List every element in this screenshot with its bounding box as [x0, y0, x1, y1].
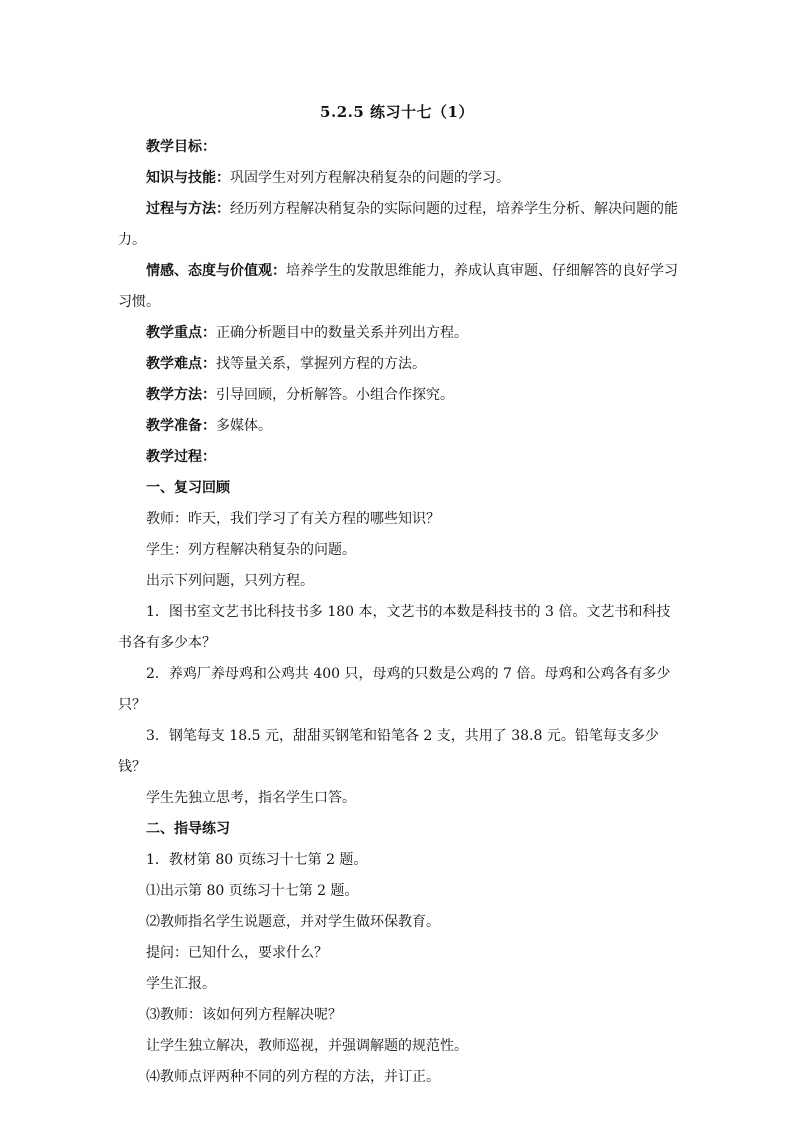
- key-label: 教学重点：: [146, 325, 216, 341]
- emotion-label: 情感、态度与价值观：: [146, 263, 286, 279]
- knowledge-text: 巩固学生对列方程解决稍复杂的问题的学习。: [230, 170, 510, 186]
- s1-line: 3．钢笔每支 18.5 元，甜甜买钢笔和铅笔各 2 支，共用了 38.8 元。铅笔每支多少钱？: [118, 728, 659, 775]
- process-label: 过程与方法：: [146, 201, 230, 217]
- s1-line: 学生先独立思考，指名学生口答。: [146, 790, 356, 806]
- s2-line: 1．教材第 80 页练习十七第 2 题。: [146, 852, 368, 868]
- emotion-paragraph: [118, 256, 678, 318]
- s2-line: ⑵教师指名学生说题意，并对学生做环保教育。: [146, 914, 440, 930]
- lesson-content: [118, 132, 678, 1093]
- section-1-heading: 一、复习回顾: [146, 480, 230, 496]
- s1-line: 教师：昨天，我们学习了有关方程的哪些知识？: [146, 511, 440, 527]
- s2-line: 提问：已知什么，要求什么？: [146, 945, 328, 961]
- s2-line: ⑷教师点评两种不同的列方程的方法，并订正。: [146, 1069, 440, 1085]
- s2-line: 让学生独立解决，教师巡视，并强调解题的规范性。: [146, 1038, 468, 1054]
- difficulty-paragraph: [118, 349, 678, 380]
- process-paragraph: [118, 194, 678, 256]
- method-paragraph: [118, 380, 678, 411]
- knowledge-paragraph: [118, 163, 678, 194]
- s2-line: ⑶教师：该如何列方程解决呢？: [146, 1007, 342, 1023]
- key-text: 正确分析题目中的数量关系并列出方程。: [216, 325, 468, 341]
- s2-line: ⑴出示第 80 页练习十七第 2 题。: [146, 883, 359, 899]
- knowledge-label: 知识与技能：: [146, 170, 230, 186]
- page-title: 5.2.5 练习十七（1）: [320, 103, 474, 121]
- difficulty-label: 教学难点：: [146, 356, 216, 372]
- s1-line: 出示下列问题，只列方程。: [146, 573, 314, 589]
- prep-label: 教学准备：: [146, 418, 216, 434]
- section-2-lines: [118, 845, 678, 1093]
- s1-line: 1．图书室文艺书比科技书多 180 本，文艺书的本数是科技书的 3 倍。文艺书和科技书各有多少本？: [118, 604, 671, 651]
- goal-heading: 教学目标：: [146, 139, 216, 155]
- s1-line: 2．养鸡厂养母鸡和公鸡共 400 只，母鸡的只数是公鸡的 7 倍。母鸡和公鸡各有多少只？: [118, 666, 671, 713]
- key-paragraph: [118, 318, 678, 349]
- section-1-lines: [118, 504, 678, 814]
- method-text: 引导回顾，分析解答。小组合作探究。: [216, 387, 454, 403]
- emotion-text: 培养学生的发散思维能力，养成认真审题、仔细解答的良好学习习惯。: [118, 263, 678, 310]
- s1-line: 学生：列方程解决稍复杂的问题。: [146, 542, 356, 558]
- process-heading: 教学过程：: [146, 449, 216, 465]
- method-label: 教学方法：: [146, 387, 216, 403]
- s2-line: 学生汇报。: [146, 976, 216, 992]
- section-2-heading: 二、指导练习: [146, 821, 230, 837]
- prep-text: 多媒体。: [216, 418, 272, 434]
- prep-paragraph: [118, 411, 678, 442]
- process-text: 经历列方程解决稍复杂的实际问题的过程，培养学生分析、解决问题的能力。: [118, 201, 678, 248]
- difficulty-text: 找等量关系，掌握列方程的方法。: [216, 356, 426, 372]
